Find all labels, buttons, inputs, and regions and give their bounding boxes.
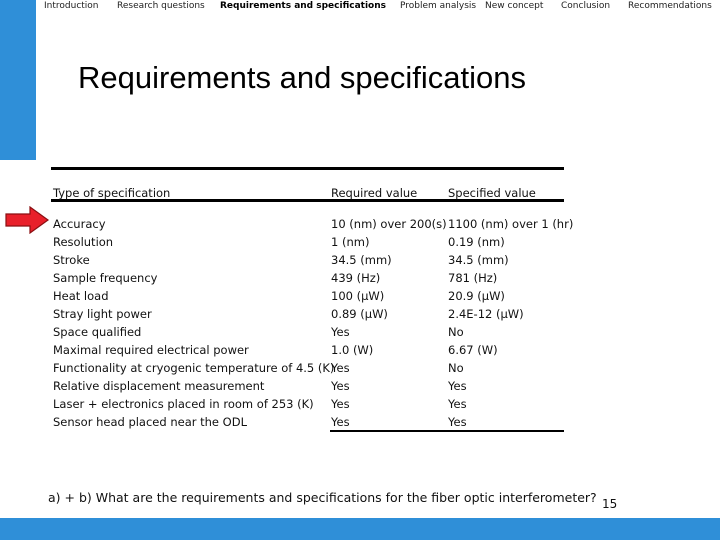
spec-type-cell: Accuracy	[53, 217, 106, 231]
table-bottom-rule	[330, 430, 564, 432]
nav-item-new-concept[interactable]: New concept	[485, 1, 544, 11]
required-value-cell: 10 (nm) over 200(s)	[331, 217, 447, 231]
specified-value-cell: 20.9 (µW)	[448, 289, 505, 303]
column-header-type: Type of specification	[53, 186, 171, 200]
column-header-required: Required value	[331, 186, 418, 200]
table-top-rule	[51, 167, 564, 170]
required-value-cell: Yes	[331, 415, 350, 429]
red-arrow-icon	[4, 206, 50, 234]
page-title: Requirements and specifications	[78, 60, 527, 95]
specified-value-cell: 6.67 (W)	[448, 343, 498, 357]
spec-type-cell: Sample frequency	[53, 271, 158, 285]
required-value-cell: 0.89 (µW)	[331, 307, 388, 321]
specified-value-cell: 1100 (nm) over 1 (hr)	[448, 217, 574, 231]
required-value-cell: 1 (nm)	[331, 235, 370, 249]
column-header-specified: Specified value	[448, 186, 536, 200]
nav-item-recommendations[interactable]: Recommendations	[628, 1, 712, 11]
spec-type-cell: Resolution	[53, 235, 114, 249]
spec-type-cell: Maximal required electrical power	[53, 343, 249, 357]
page-number: 15	[602, 497, 618, 511]
nav-item-conclusion[interactable]: Conclusion	[561, 1, 611, 11]
spec-type-cell: Stray light power	[53, 307, 152, 321]
required-value-cell: Yes	[331, 325, 350, 339]
specified-value-cell: Yes	[448, 397, 467, 411]
nav-item-research-questions[interactable]: Research questions	[117, 1, 205, 11]
nav-item-problem-analysis[interactable]: Problem analysis	[400, 1, 477, 11]
spec-type-cell: Sensor head placed near the ODL	[53, 415, 247, 429]
spec-type-cell: Space qualified	[53, 325, 142, 339]
left-accent-bar	[0, 0, 36, 160]
required-value-cell: Yes	[331, 379, 350, 393]
nav-item-introduction[interactable]: Introduction	[44, 1, 99, 11]
spec-type-cell: Laser + electronics placed in room of 253 (K)	[53, 397, 314, 411]
specified-value-cell: 781 (Hz)	[448, 271, 498, 285]
required-value-cell: 439 (Hz)	[331, 271, 381, 285]
question-text: a) + b) What are the requirements and specifications for the fiber optic interferometer?	[48, 490, 597, 505]
required-value-cell: 100 (µW)	[331, 289, 385, 303]
specified-value-cell: Yes	[448, 415, 467, 429]
spec-type-cell: Stroke	[53, 253, 90, 267]
required-value-cell: Yes	[331, 361, 350, 375]
spec-type-cell: Heat load	[53, 289, 109, 303]
required-value-cell: 1.0 (W)	[331, 343, 374, 357]
bottom-accent-bar	[0, 518, 720, 540]
specified-value-cell: No	[448, 361, 464, 375]
spec-type-cell: Functionality at cryogenic temperature of 4.5 (K)	[53, 361, 335, 375]
top-navigation	[0, 0, 720, 16]
specified-value-cell: 0.19 (nm)	[448, 235, 505, 249]
specified-value-cell: 2.4E-12 (µW)	[448, 307, 524, 321]
specified-value-cell: Yes	[448, 379, 467, 393]
specified-value-cell: 34.5 (mm)	[448, 253, 509, 267]
spec-type-cell: Relative displacement measurement	[53, 379, 265, 393]
required-value-cell: Yes	[331, 397, 350, 411]
nav-item-requirements[interactable]: Requirements and specifications	[220, 1, 386, 11]
required-value-cell: 34.5 (mm)	[331, 253, 392, 267]
specified-value-cell: No	[448, 325, 464, 339]
